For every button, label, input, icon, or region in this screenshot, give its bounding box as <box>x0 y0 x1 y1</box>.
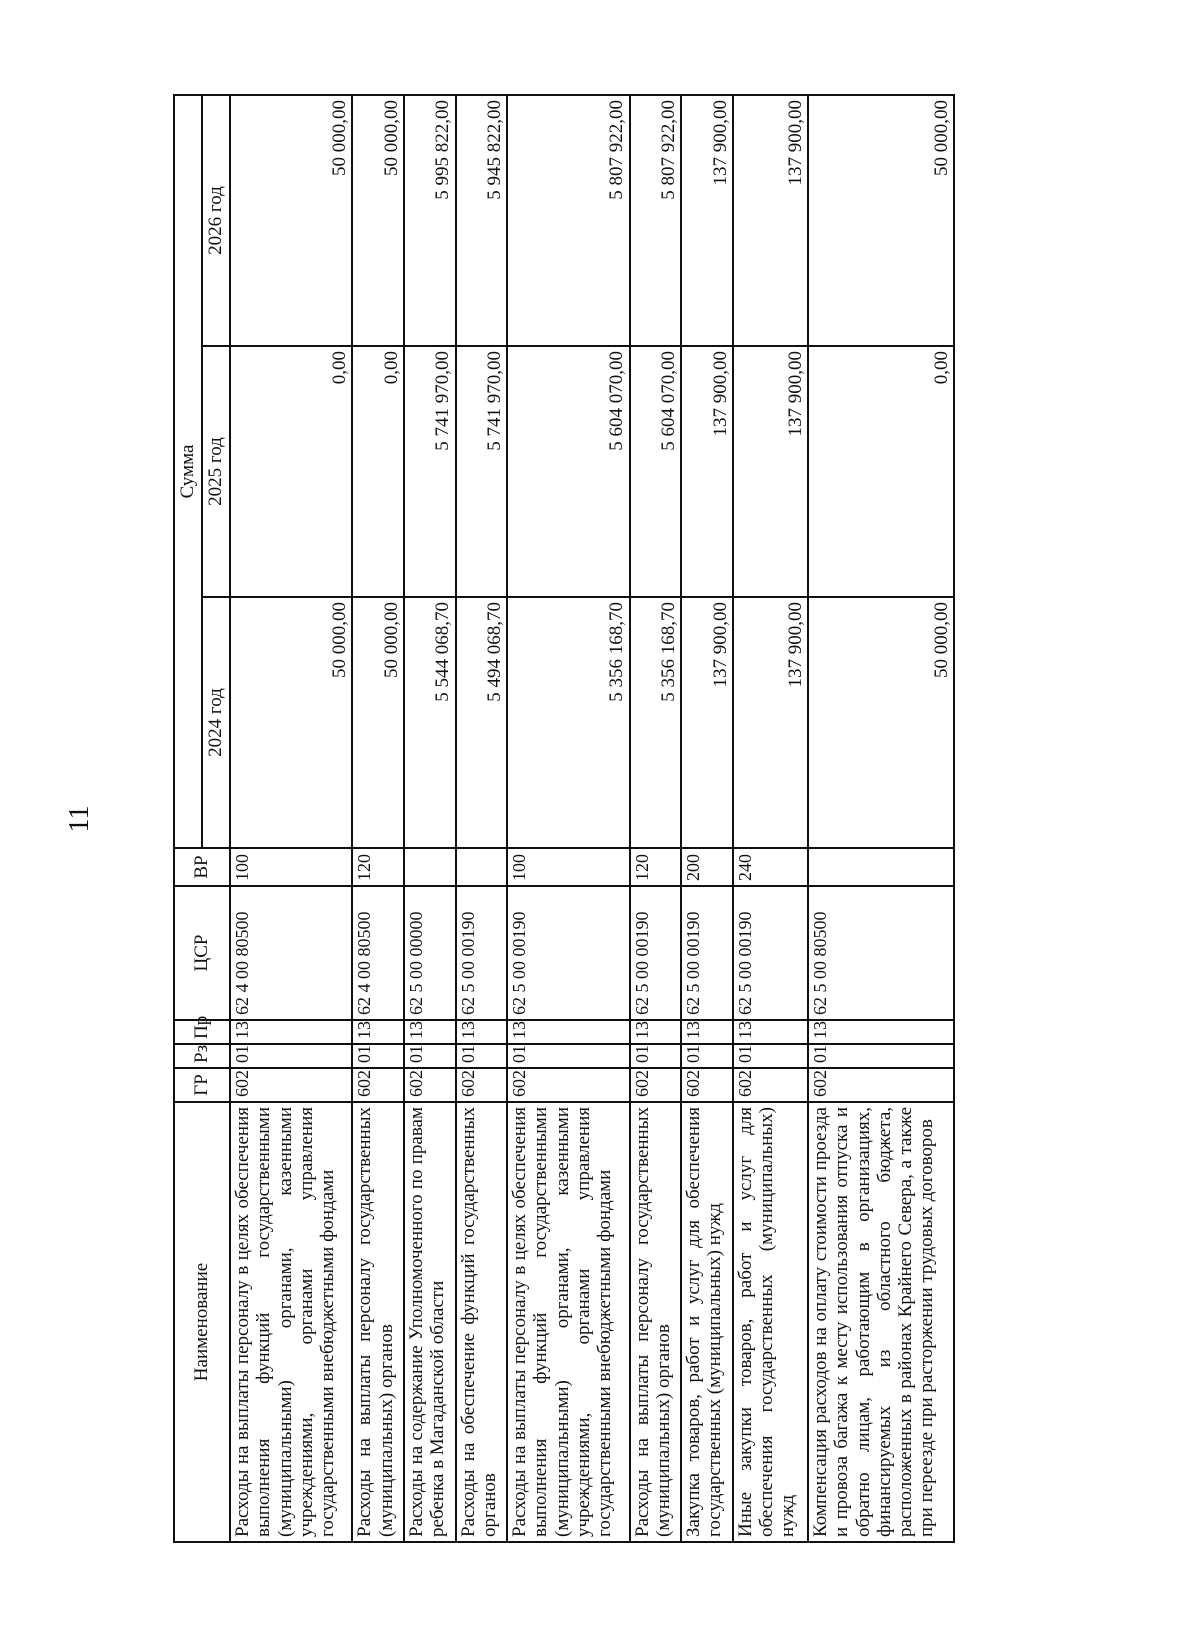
header-csr: ЦСР <box>174 886 230 1020</box>
row-gr: 602 <box>681 1068 733 1102</box>
row-rz: 01 <box>808 1044 954 1068</box>
row-sum-2025: 137 900,00 <box>681 346 733 597</box>
page-number: 11 <box>64 805 95 833</box>
row-sum-2025: 5 741 970,00 <box>404 346 456 597</box>
row-gr: 602 <box>808 1068 954 1102</box>
row-rz: 01 <box>507 1044 629 1068</box>
row-csr: 62 5 00 00190 <box>733 886 808 1020</box>
row-sum-2024: 50 000,00 <box>808 597 954 848</box>
table-row <box>404 95 456 1542</box>
row-sum-2026: 5 807 922,00 <box>507 95 629 346</box>
row-sum-2026: 5 807 922,00 <box>630 95 682 346</box>
row-csr: 62 5 00 00190 <box>456 886 508 1020</box>
row-sum-2024: 5 494 068,70 <box>456 597 508 848</box>
row-name: Расходы на содержание Уполномоченного по правам ребенка в Магаданской области <box>404 1102 456 1542</box>
table-row <box>681 95 733 1542</box>
table-row <box>507 95 629 1542</box>
header-pr: Пр <box>174 1020 230 1044</box>
row-sum-2026: 5 995 822,00 <box>404 95 456 346</box>
row-csr: 62 4 00 80500 <box>352 886 404 1020</box>
row-vr <box>404 848 456 886</box>
row-csr: 62 5 00 00000 <box>404 886 456 1020</box>
budget-table-container <box>173 94 955 1543</box>
header-2025: 2025 год <box>202 346 230 597</box>
row-name: Расходы на обеспечение функций государственных органов <box>456 1102 508 1542</box>
header-2026: 2026 год <box>202 95 230 346</box>
row-sum-2026: 50 000,00 <box>352 95 404 346</box>
row-pr: 13 <box>456 1020 508 1044</box>
row-sum-2024: 50 000,00 <box>352 597 404 848</box>
row-name: Расходы на выплаты персоналу в целях обеспечения выполнения функций государственными (муниципальными) органами, казенными учреждениями, органами управления государственными внебюджетными фондами <box>230 1102 352 1542</box>
row-sum-2025: 0,00 <box>230 346 352 597</box>
row-sum-2026: 137 900,00 <box>733 95 808 346</box>
row-sum-2026: 50 000,00 <box>808 95 954 346</box>
row-sum-2026: 50 000,00 <box>230 95 352 346</box>
row-sum-2026: 137 900,00 <box>681 95 733 346</box>
row-sum-2025: 137 900,00 <box>733 346 808 597</box>
row-csr: 62 5 00 00190 <box>630 886 682 1020</box>
table-row <box>733 95 808 1542</box>
row-pr: 13 <box>681 1020 733 1044</box>
row-name: Иные закупки товаров, работ и услуг для обеспечения государственных (муниципальных) нужд <box>733 1102 808 1542</box>
row-gr: 602 <box>404 1068 456 1102</box>
row-gr: 602 <box>456 1068 508 1102</box>
row-rz: 01 <box>404 1044 456 1068</box>
row-rz: 01 <box>352 1044 404 1068</box>
row-pr: 13 <box>230 1020 352 1044</box>
row-sum-2025: 0,00 <box>352 346 404 597</box>
row-csr: 62 5 00 80500 <box>808 886 954 1020</box>
row-pr: 13 <box>404 1020 456 1044</box>
row-name: Расходы на выплаты персоналу государственных (муниципальных) органов <box>352 1102 404 1542</box>
row-name: Расходы на выплаты персоналу государственных (муниципальных) органов <box>630 1102 682 1542</box>
row-vr: 240 <box>733 848 808 886</box>
row-sum-2024: 5 356 168,70 <box>507 597 629 848</box>
budget-table <box>173 94 955 1543</box>
table-row <box>230 95 352 1542</box>
row-vr: 100 <box>230 848 352 886</box>
row-pr: 13 <box>507 1020 629 1044</box>
table-body <box>230 95 954 1542</box>
header-rz: Рз <box>174 1044 230 1068</box>
row-gr: 602 <box>630 1068 682 1102</box>
table-row <box>808 95 954 1542</box>
row-name: Расходы на выплаты персоналу в целях обеспечения выполнения функций государственными (муниципальными) органами, казенными учреждениями, органами управления государственными внебюджетными фондами <box>507 1102 629 1542</box>
row-vr <box>456 848 508 886</box>
row-vr: 100 <box>507 848 629 886</box>
row-name: Компенсация расходов на оплату стоимости проезда и провоза багажа к месту использования отпуска и обратно лицам, работающим в организациях, финансируемых из областного бюджета, расположенных в районах Крайнего Севера, а также при переезде при расторжении трудовых договоров <box>808 1102 954 1542</box>
row-gr: 602 <box>352 1068 404 1102</box>
row-rz: 01 <box>630 1044 682 1068</box>
row-gr: 602 <box>230 1068 352 1102</box>
row-csr: 62 5 00 00190 <box>507 886 629 1020</box>
row-sum-2024: 50 000,00 <box>230 597 352 848</box>
row-pr: 13 <box>808 1020 954 1044</box>
row-vr: 200 <box>681 848 733 886</box>
row-sum-2025: 5 741 970,00 <box>456 346 508 597</box>
table-row <box>630 95 682 1542</box>
row-sum-2025: 0,00 <box>808 346 954 597</box>
row-rz: 01 <box>456 1044 508 1068</box>
table-row <box>352 95 404 1542</box>
row-pr: 13 <box>352 1020 404 1044</box>
row-csr: 62 5 00 00190 <box>681 886 733 1020</box>
row-rz: 01 <box>681 1044 733 1068</box>
row-sum-2024: 137 900,00 <box>733 597 808 848</box>
row-sum-2024: 5 356 168,70 <box>630 597 682 848</box>
header-name: Наименование <box>174 1102 230 1542</box>
row-pr: 13 <box>733 1020 808 1044</box>
table-row <box>456 95 508 1542</box>
row-gr: 602 <box>733 1068 808 1102</box>
table-header <box>174 95 230 1542</box>
row-name: Закупка товаров, работ и услуг для обеспечения государственных (муниципальных) нужд <box>681 1102 733 1542</box>
row-sum-2024: 137 900,00 <box>681 597 733 848</box>
row-vr: 120 <box>630 848 682 886</box>
header-sum: Сумма <box>174 95 202 848</box>
row-sum-2024: 5 544 068,70 <box>404 597 456 848</box>
row-vr <box>808 848 954 886</box>
row-sum-2025: 5 604 070,00 <box>507 346 629 597</box>
row-gr: 602 <box>507 1068 629 1102</box>
header-2024: 2024 год <box>202 597 230 848</box>
row-pr: 13 <box>630 1020 682 1044</box>
row-rz: 01 <box>733 1044 808 1068</box>
header-gr: ГР <box>174 1068 230 1102</box>
row-rz: 01 <box>230 1044 352 1068</box>
row-csr: 62 4 00 80500 <box>230 886 352 1020</box>
row-sum-2025: 5 604 070,00 <box>630 346 682 597</box>
row-sum-2026: 5 945 822,00 <box>456 95 508 346</box>
row-vr: 120 <box>352 848 404 886</box>
header-vr: ВР <box>174 848 230 886</box>
